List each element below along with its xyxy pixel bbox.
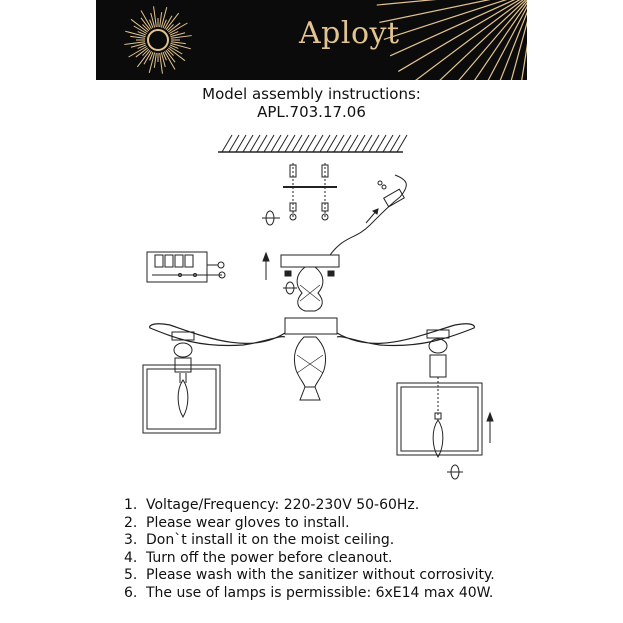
note-item: 3. Don`t install it on the moist ceiling. bbox=[124, 532, 395, 548]
left-lamp bbox=[143, 332, 220, 433]
chandelier-arms bbox=[150, 324, 475, 346]
note-item: 2. Please wear gloves to install. bbox=[124, 514, 350, 531]
note-item: 4. Turn off the power before cleanout. bbox=[124, 549, 393, 566]
canopy bbox=[281, 255, 339, 294]
right-lamp bbox=[397, 330, 482, 457]
safety-notes-list bbox=[124, 497, 495, 602]
wiring bbox=[330, 175, 406, 255]
central-stem bbox=[285, 267, 337, 400]
note-item: 1. Voltage/Frequency: 220-230V 50-60Hz. bbox=[124, 497, 420, 513]
brand-banner bbox=[96, 0, 527, 80]
bulb-rotate-icon bbox=[447, 465, 463, 479]
terminal-block-inset bbox=[147, 252, 225, 282]
note-item: 6. The use of lamps is permissible: 6xE14 max 40W. bbox=[124, 584, 494, 601]
mounting-bar bbox=[283, 163, 337, 220]
lift-arrow-icon bbox=[263, 253, 269, 280]
ceiling-hatch bbox=[218, 135, 407, 152]
brand-logo-text: Aployt bbox=[299, 16, 400, 51]
rotate-icon bbox=[262, 211, 280, 225]
document-title: Model assembly instructions: bbox=[202, 85, 421, 103]
note-item: 5. Please wash with the sanitizer without corrosivity. bbox=[124, 567, 495, 583]
model-number: APL.703.17.06 bbox=[257, 103, 366, 121]
assembly-diagram bbox=[0, 125, 623, 495]
lamp-lift-arrow-icon bbox=[487, 413, 493, 443]
